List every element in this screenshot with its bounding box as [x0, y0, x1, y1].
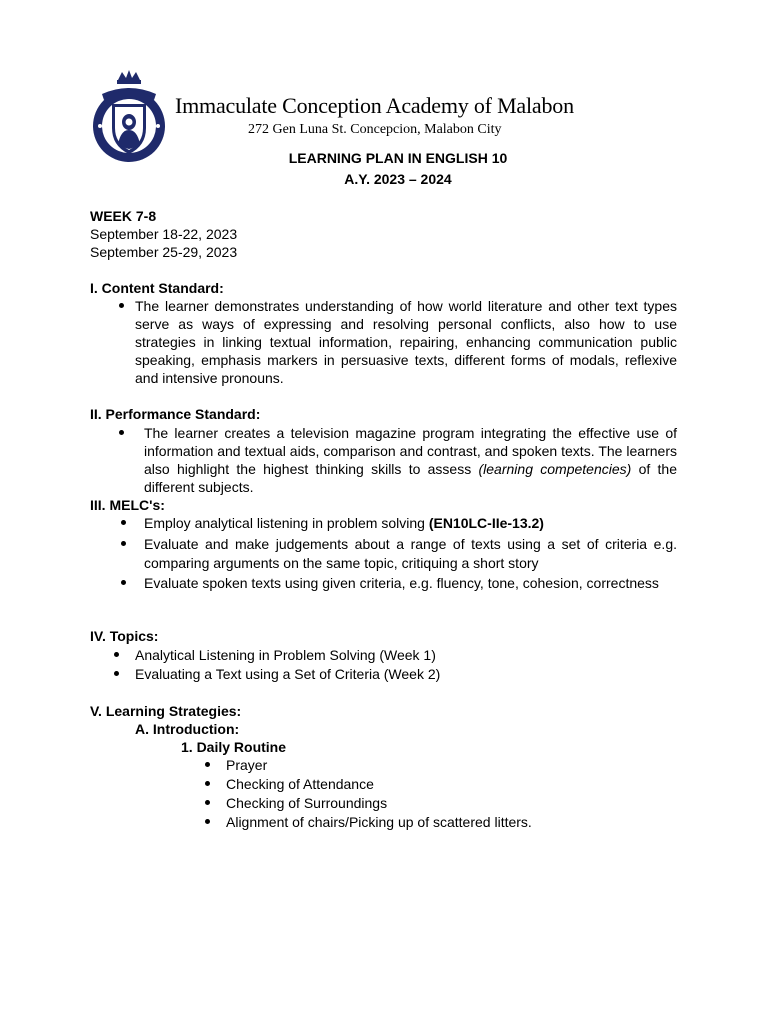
bullet-icon: [121, 541, 126, 546]
bullet-icon: [205, 800, 210, 805]
topic-item: Evaluating a Text using a Set of Criteria (Week 2): [135, 666, 441, 682]
routine-item: Prayer: [226, 757, 268, 773]
topic-item: Analytical Listening in Problem Solving (Week 1): [135, 647, 436, 663]
bullet-icon: [119, 303, 124, 308]
topics-heading: IV. Topics:: [90, 628, 159, 644]
academic-year: A.Y. 2023 – 2024: [344, 171, 452, 187]
routine-item: Checking of Attendance: [226, 776, 374, 792]
week-label: WEEK 7-8: [90, 208, 157, 224]
bullet-icon: [119, 430, 124, 435]
bullet-icon: [205, 781, 210, 786]
document-title: LEARNING PLAN IN ENGLISH 10: [288, 150, 508, 166]
melc-item-text: Employ analytical listening in problem solving: [144, 515, 429, 531]
performance-standard-heading: II. Performance Standard:: [90, 406, 261, 422]
performance-standard-text-part: of the different subjects.: [144, 461, 677, 495]
introduction-heading: A. Introduction:: [135, 721, 240, 737]
bullet-icon: [114, 652, 119, 657]
melc-item: [144, 514, 677, 532]
school-address: 272 Gen Luna St. Concepcion, Malabon City: [248, 122, 502, 137]
melc-item: Evaluate and make judgements about a range of texts using a set of criteria e.g. comparing arguments on the same topic, critiquing a short story: [144, 536, 677, 571]
bullet-icon: [114, 671, 119, 676]
performance-standard-text: [144, 424, 677, 496]
bullet-icon: [121, 580, 126, 585]
melc-code: (EN10LC-IIe-13.2): [428, 515, 544, 531]
week-date: September 25-29, 2023: [90, 244, 238, 260]
learning-strategies-heading: V. Learning Strategies:: [90, 703, 242, 719]
bullet-icon: [121, 520, 126, 525]
routine-item: Checking of Surroundings: [226, 795, 388, 811]
content-standard-heading: I. Content Standard:: [90, 280, 224, 296]
performance-standard-text-part: The learner creates a television magazine program integrating the effective use of information and textual aids, comparison and contrast, and spoken texts. The learners also highlight the highest thinking skills to assess: [144, 425, 677, 477]
bullet-icon: [205, 819, 210, 824]
bullet-icon: [205, 762, 210, 767]
school-name: Immaculate Conception Academy of Malabon: [175, 93, 574, 118]
week-date: September 18-22, 2023: [90, 226, 238, 242]
performance-standard-italic: (learning competencies): [478, 461, 632, 477]
content-standard-text: The learner demonstrates understanding of how world literature and other text types serve as ways of expressing and resolving personal conflicts, also how to use strategies in linking textual information, repairing, enhancing communication public speaking, emphasis markers in persuasive texts, different forms of modals, reflexive and intensive pronouns.: [135, 298, 677, 386]
melc-item: Evaluate spoken texts using given criteria, e.g. fluency, tone, cohesion, correctness: [144, 575, 659, 591]
daily-routine-heading: 1. Daily Routine: [181, 739, 287, 755]
melcs-heading: III. MELC's:: [90, 497, 165, 513]
routine-item: Alignment of chairs/Picking up of scattered litters.: [226, 814, 532, 830]
